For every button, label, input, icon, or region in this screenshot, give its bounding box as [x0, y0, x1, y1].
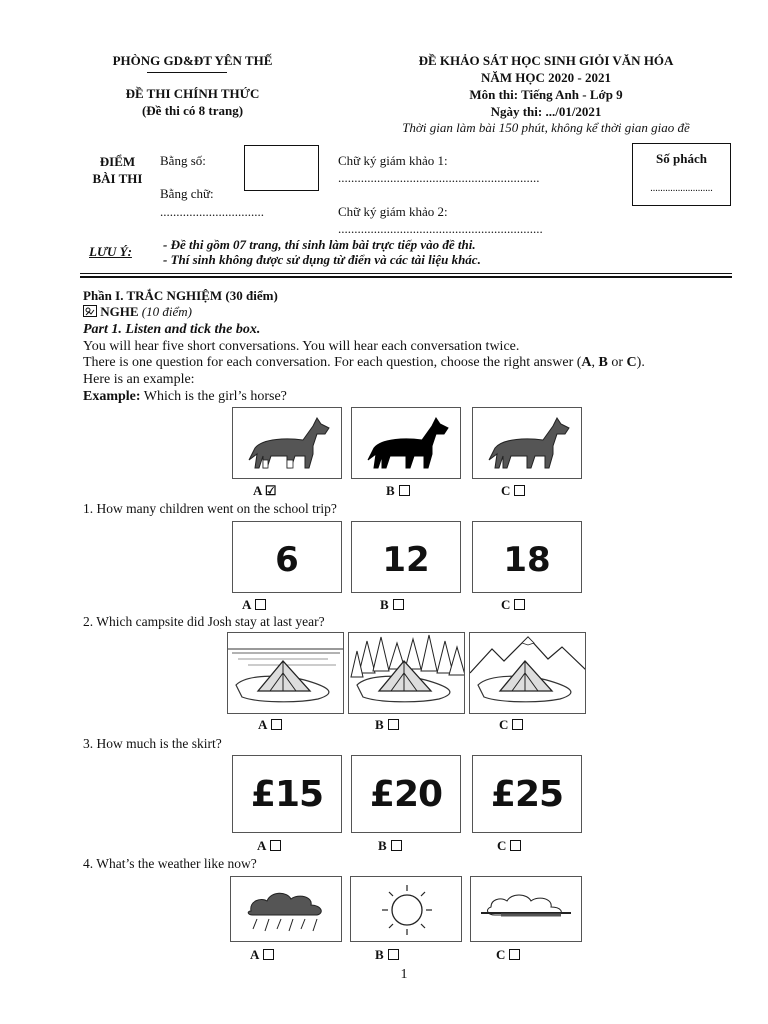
so-phach-box [632, 143, 731, 206]
note-label: LƯU Ý: [89, 244, 132, 259]
org-underline [147, 72, 227, 73]
instruction-1: You will hear five short conversations. You will hear each conversation twice. [83, 339, 520, 354]
instruction-2-sep: , [591, 355, 599, 370]
instruction-2-B: B [598, 355, 608, 370]
org-name: PHÒNG GD&ĐT YÊN THẾ [112, 53, 273, 68]
instruction-2-or: or [607, 355, 627, 370]
part-title: Part 1. Listen and tick the box. [83, 322, 261, 337]
q3-choice-c: £25 [490, 774, 564, 815]
q4-image-a [230, 876, 342, 942]
option-letter: B [375, 947, 384, 962]
divider-bottom [80, 276, 732, 278]
headphone-icon [83, 305, 97, 317]
question-4: 4. What’s the weather like now? [83, 856, 257, 871]
instruction-2-end: ). [636, 355, 645, 370]
checked-box-icon: ☑ [264, 483, 277, 498]
checkbox-icon [399, 485, 410, 496]
q1-image-a [232, 521, 342, 593]
examiner2-dots[interactable]: ............................................................... [338, 221, 543, 236]
q1-choice-c: 18 [503, 540, 551, 580]
question-1: 1. How many children went on the school trip? [83, 501, 337, 516]
q2-option-b[interactable] [375, 717, 399, 733]
checkbox-icon [391, 840, 402, 851]
q2-image-b [348, 632, 465, 714]
checkbox-icon [270, 840, 281, 851]
horse-white-socks-icon [233, 408, 342, 479]
example-image-c [472, 407, 582, 479]
listening-label: NGHE [100, 304, 139, 319]
q1-option-b[interactable] [380, 597, 404, 613]
page-number: 1 [400, 967, 408, 982]
horse-grey-icon [473, 408, 582, 479]
q2-image-c [469, 632, 586, 714]
q4-image-b [350, 876, 462, 942]
question-3: 3. How much is the skirt? [83, 736, 222, 751]
instruction-2-text: There is one question for each conversation. For each question, choose the right answer ( [83, 355, 582, 370]
q1-choice-b: 12 [382, 540, 430, 580]
option-letter: B [375, 717, 384, 732]
rain-cloud-icon [231, 877, 342, 942]
checkbox-icon [263, 949, 274, 960]
example-question [83, 389, 287, 405]
note-line-1: - Đề thi gồm 07 trang, thí sinh làm bài trực tiếp vào đề thi. [163, 237, 476, 252]
score-label-1: ĐIỂM [99, 154, 136, 169]
example-option-c[interactable] [501, 483, 525, 499]
q3-option-a[interactable] [257, 838, 281, 854]
q4-option-a[interactable] [250, 947, 274, 963]
q4-option-b[interactable] [375, 947, 399, 963]
checkbox-icon [388, 949, 399, 960]
instruction-2 [83, 355, 645, 371]
examiner1-label: Chữ ký giám khảo 1: [338, 153, 448, 168]
page-count-note: (Đề thi có 8 trang) [141, 103, 244, 118]
q1-choice-a: 6 [275, 540, 299, 580]
horse-black-icon [352, 408, 461, 479]
checkbox-icon [512, 719, 523, 730]
option-letter: A [242, 597, 252, 612]
question-2: 2. Which campsite did Josh stay at last year? [83, 614, 325, 629]
exam-date: Ngày thi: .../01/2021 [490, 104, 602, 119]
option-letter: A [250, 947, 260, 962]
q2-image-a [227, 632, 344, 714]
example-option-a[interactable] [253, 483, 277, 499]
checkbox-icon [255, 599, 266, 610]
school-year: NĂM HỌC 2020 - 2021 [481, 70, 611, 85]
cloudy-icon [471, 877, 582, 942]
checkbox-icon [271, 719, 282, 730]
q1-image-c [472, 521, 582, 593]
q1-option-a[interactable] [242, 597, 266, 613]
score-number-box[interactable] [244, 145, 319, 191]
option-letter: C [497, 838, 507, 853]
example-image-a [232, 407, 342, 479]
q3-image-b [351, 755, 461, 833]
official-exam-label: ĐỀ THI CHÍNH THỨC [125, 86, 260, 101]
examiner2-label: Chữ ký giám khảo 2: [338, 204, 448, 219]
score-words-dots[interactable]: ................................ [160, 204, 264, 219]
option-letter: C [499, 717, 509, 732]
section-title: Phần I. TRẮC NGHIỆM (30 điểm) [83, 288, 278, 303]
q3-image-a [232, 755, 342, 833]
option-letter: A [253, 483, 262, 498]
examiner1-dots[interactable]: .............................................................. [338, 170, 540, 185]
example-option-b[interactable] [386, 483, 410, 499]
option-letter: C [501, 483, 511, 498]
sun-icon [351, 877, 462, 942]
score-number-label: Bằng số: [160, 153, 206, 168]
so-phach-label: Số phách [656, 151, 707, 166]
divider-top [80, 273, 732, 274]
option-letter: A [258, 717, 268, 732]
option-letter: C [496, 947, 506, 962]
listening-heading [83, 304, 192, 320]
example-text: Which is the girl’s horse? [140, 389, 287, 404]
q4-option-c[interactable] [496, 947, 520, 963]
score-label-2: BÀI THI [92, 171, 143, 186]
example-image-b [351, 407, 461, 479]
option-letter: B [378, 838, 387, 853]
campsite-lake-icon [228, 633, 344, 714]
exam-title: ĐỀ KHẢO SÁT HỌC SINH GIỎI VĂN HÓA [418, 53, 674, 68]
checkbox-icon [388, 719, 399, 730]
instruction-2-C: C [626, 355, 637, 370]
checkbox-icon [510, 840, 521, 851]
instruction-3: Here is an example: [83, 372, 195, 387]
q1-image-b [351, 521, 461, 593]
checkbox-icon [514, 599, 525, 610]
q2-option-c[interactable] [499, 717, 523, 733]
option-letter: B [380, 597, 389, 612]
campsite-forest-icon [349, 633, 465, 714]
option-letter: A [257, 838, 267, 853]
campsite-mountain-icon [470, 633, 586, 714]
q3-choice-b: £20 [369, 774, 443, 815]
checkbox-icon [514, 485, 525, 496]
listening-points: (10 điểm) [141, 304, 192, 319]
checkbox-icon [509, 949, 520, 960]
so-phach-dots[interactable]: ......................... [650, 183, 713, 194]
example-label: Example: [83, 389, 141, 404]
q1-option-c[interactable] [501, 597, 525, 613]
q3-option-b[interactable] [378, 838, 402, 854]
checkbox-icon [393, 599, 404, 610]
q4-image-c [470, 876, 582, 942]
note-line-2: - Thí sinh không được sử dụng từ điển và các tài liệu khác. [163, 252, 481, 267]
q3-choice-a: £15 [250, 774, 324, 815]
option-letter: B [386, 483, 395, 498]
option-letter: C [501, 597, 511, 612]
exam-time: Thời gian làm bài 150 phút, không kể thời gian giao đề [402, 120, 690, 135]
q3-image-c [472, 755, 582, 833]
score-words-label: Bằng chữ: [160, 186, 214, 201]
subject-line: Môn thi: Tiếng Anh - Lớp 9 [469, 87, 623, 102]
q3-option-c[interactable] [497, 838, 521, 854]
q2-option-a[interactable] [258, 717, 282, 733]
instruction-2-A: A [581, 355, 592, 370]
